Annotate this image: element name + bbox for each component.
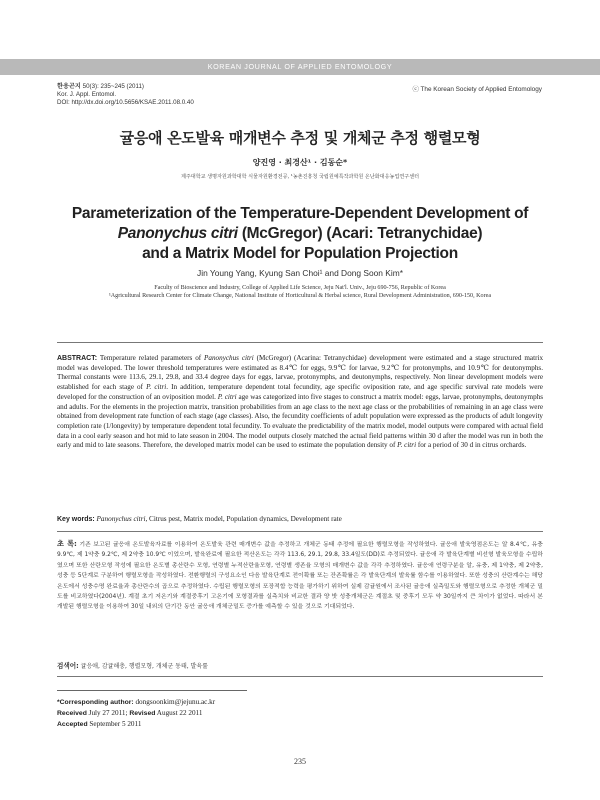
abstract-text-1: Temperature related parameters of [97, 354, 205, 362]
journal-info [57, 83, 194, 107]
korean-keywords-label: 검색어: [57, 662, 79, 670]
page-number: 235 [294, 757, 306, 766]
abstract-text-2: (McGregor) (Acarina: Tetranychidae) development were estimated and a stage structured matrix model was developed. The lower threshold temperatures were estimated as 8.4℃ for eggs, 9.9℃ for larvae, 9.2℃ for protonymphs, and 10.9℃ for deutonymphs. Thermal constants were 113.6, 29.1, 29.8, and 33.4 degree days for eggs, larvae, protonymphs, and deutonymphs, respectively. Non linear development models were established for each stage of [57, 354, 544, 392]
keywords-species: Panonychus citri [96, 515, 146, 523]
abstract-top-rule [57, 342, 543, 343]
corresponding-author-email[interactable]: dongsoonkim@jejunu.ac.kr [133, 698, 216, 706]
korean-abstract [57, 539, 543, 613]
english-title [0, 204, 600, 264]
english-title-line2-rest: (McGregor) (Acari: Tetranychidae) [237, 225, 483, 242]
korean-title: 귤응애 온도발육 매개변수 추정 및 개체군 추정 행렬모형 [119, 129, 481, 147]
footnote-rule [57, 690, 247, 691]
english-title-line1: Parameterization of the Temperature-Dependent Development of [71, 205, 529, 222]
abstract-text-3: . In addition, temperature dependent total fecundity, age specific oviposition rate, and age specific survival rate models were developed for the construction of an oviposition model. [57, 383, 543, 401]
english-title-line3: and a Matrix Model for Population Projection [142, 245, 458, 262]
received-date: July 27 2011; [86, 709, 130, 717]
revised-label: Revised [129, 710, 156, 717]
revised-date: August 22 2011 [155, 709, 203, 717]
korean-abstract-label: 초 록: [57, 539, 77, 548]
english-affiliation [50, 284, 550, 300]
journal-band: KOREAN JOURNAL OF APPLIED ENTOMOLOGY [0, 59, 600, 75]
abstract-species-2: P. citri [146, 383, 167, 392]
english-affiliation-line1: Faculty of Bioscience and Industry, College of Applied Life Science, Jeju Nat'l. Univ., Jeju 690-756, Republic of Korea [154, 285, 446, 291]
korean-authors: 양진영 · 최경산¹ · 김동순* [252, 158, 348, 167]
corresponding-author [57, 697, 215, 708]
corresponding-author-label: *Corresponding author: [57, 699, 134, 706]
korean-abstract-rule [57, 531, 543, 532]
korean-keywords-text: 귤응애, 감귤해충, 행렬모형, 개체군 동태, 발육률 [78, 663, 208, 670]
korean-affiliation: 제주대학교 생명자원과학대학 식물자원환경전공, ¹농촌진흥청 국립원예특작과학원 온난화대응농업연구센터 [180, 174, 420, 180]
journal-citation: 50(3): 235~245 (2011) [82, 83, 144, 90]
received-revised [57, 708, 215, 719]
keywords-label: Key words: [57, 516, 95, 523]
abstract-species-4: P. citri [397, 441, 417, 450]
english-title-species: Panonychus citri [117, 225, 238, 242]
korean-abstract-text: 기존 보고된 귤응애 온도발육자료를 이용하여 온도발육 관련 매개변수 값을 추정하고 개체군 동태 추정에 필요한 행렬모형을 작성하였다. 귤응애 발육영점온도는 알 8.4℃, 유충 9.9℃, 제 1약충 9.2℃, 제 2약충 10.9℃ 이었으며, 발육완료에 필요한 적산온도는 각각 113.6, 29.1, 29.8, 33.4일도(DD)로 추정되었다. 귤응애 각 발육단계별 비선형 발육모형을 수립하였으며 또한 산란모형 작성에 필요한 온도별 총산란수 모형, 연령별 누적산란율모형, 연령별 생존율 모형의 매개변수 값을 각각 추정하였다. 귤응애 연령구분을 알, 유충, 제 1약충, 제 2약충, 성충 등 5단계로 구분하여 행렬모형을 작성하였다. 전환행렬의 구성요소인 다음 발육단계로 전이확률 또는 잔존확률은 각 발육단계의 발육률 함수를 이용하였다. 또한 성충의 산란계수는 해당온도에서 성충수명 완료율과 총산란수의 곱으로 추정하였다. 수립된 행렬모형의 포장적합 능력을 평가하기 위하여 실제 감귤원에서 조사된 귤응애 실측밀도와 행렬모형으로 추정한 개체군 밀도를 비교하였다(2004년). 계절 초기 저온기와 계절중후기 고온기에 모형결과를 실측치와 비교한 결과 양 밧 성충개체군은 계절초 및 중후기 모두 약 30일까지 큰 차이가 없었다. 따라서 본 개발된 행렬모형을 이용하여 30일 내외의 단기간 동안 귤응애 개체군밀도 증가를 예측할 수 있을 것으로 기대되었다. [57, 542, 543, 611]
abstract-text-5: for a period of 30 d in citrus orchards. [416, 441, 527, 450]
accepted-date: September 5 2011 [87, 720, 142, 728]
journal-abbreviation: Kor. J. Appl. Entomol. [57, 91, 117, 98]
english-authors: Jin Young Yang, Kyung San Choi¹ and Dong Soon Kim* [197, 268, 403, 278]
english-title-line2 [0, 224, 600, 244]
abstract-text-4: age was categorized into five stages to construct a matrix model: eggs, larvae, protonymphs, deutonymphs and adults. For the elements in the projection matrix, transition probabilities from an age class to the next age class or the probabilities of remaining in an age class were obtained from development rate function of each stage (age classes). Also, the fecundity coefficients of adult population were expressed as the products of adult longevity completion rate (1/longevity) by temperature dependent total fecundity. To evaluate the predictability of the matrix model, model outputs were compared with actual field data in a cool early season and hot mid to late season in 2004. The model outputs closely matched the actual field patterns within 30 d after the model was run in both the early and mid to late seasons. Therefore, the developed matrix model can be used to estimate the population density of [57, 392, 543, 450]
korean-keywords [57, 660, 543, 670]
society-copyright: ⓒ The Korean Society of Applied Entomology [412, 86, 542, 93]
accepted [57, 719, 215, 730]
keywords-rest: , Citrus pest, Matrix model, Population dynamics, Development rate [145, 515, 342, 523]
abstract-species-3: P. citri [217, 392, 237, 401]
received-label: Received [57, 710, 87, 717]
abstract-bottom-rule [57, 676, 543, 677]
english-affiliation-line2: ¹Agricultural Research Center for Climate Change, National Institute of Horticultural & Herbal science, Rural Development Administration, 690-150, Korea [108, 293, 492, 299]
journal-korean-name: 한응곤지 [57, 83, 81, 90]
abstract-species-1: Panonychus citri [204, 354, 254, 362]
footnote [57, 697, 215, 730]
journal-doi[interactable]: DOI: http://dx.doi.org/10.5656/KSAE.2011.08.0.40 [57, 99, 194, 106]
accepted-label: Accepted [57, 721, 88, 728]
keywords [57, 515, 543, 523]
abstract-label: ABSTRACT: [57, 355, 98, 362]
abstract [57, 354, 543, 451]
